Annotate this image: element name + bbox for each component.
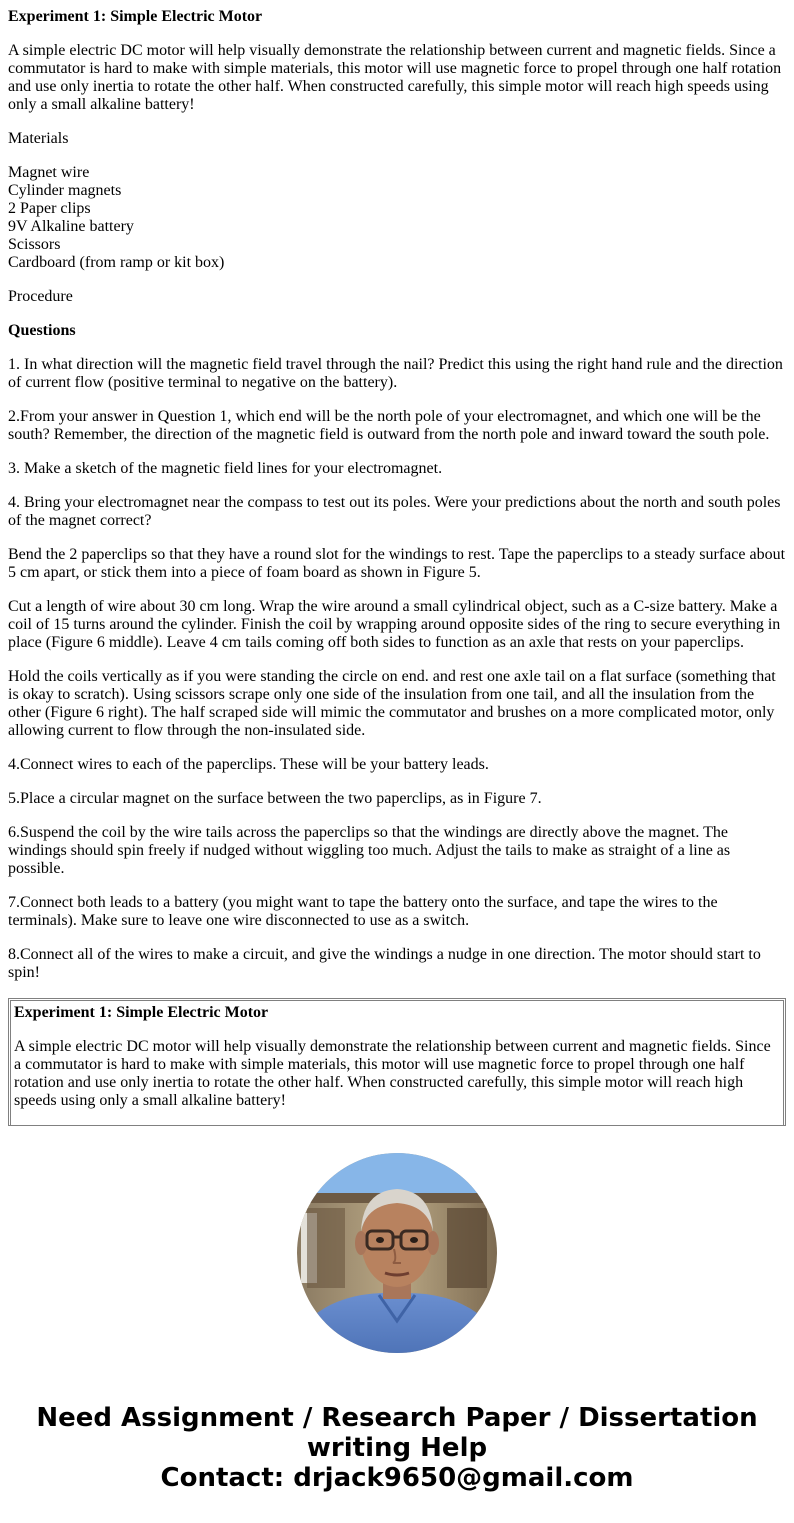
doc-paragraph: 5.Place a circular magnet on the surface between the two paperclips, as in Figure 7. [8,790,542,807]
doc-paragraph: 2.From your answer in Question 1, which end will be the north pole of your electromagnet, and which one will be the south? Remember, the direction of the magnetic field is outward from the north pole and inward toward the south pole. [8,408,770,443]
questions-heading: Questions [8,322,76,339]
promo-line: Need Assignment / Research Paper / Dissertation [36,1403,758,1433]
doc-title: Experiment 1: Simple Electric Motor [8,8,263,25]
doc-intro: A simple electric DC motor will help visually demonstrate the relationship between current and magnetic fields. Since a commutator is hard to make with simple materials, this motor will use magnetic force to propel through one half rotation and use only inertia to rotate the other half. When constructed carefully, this simple motor will reach high speeds using only a small alkaline battery! [8,42,782,113]
doc-paragraph: Bend the 2 paperclips so that they have a round slot for the windings to rest. Tape the paperclips to a steady surface about 5 cm apart, or stick them into a piece of foam board as shown in Figure 5. [8,546,786,581]
materials-item: Magnet wire [8,164,90,181]
promo-banner [0,1403,794,1493]
promo-contact: Contact: drjack9650@gmail.com [160,1463,634,1493]
doc-paragraph: 3. Make a sketch of the magnetic field lines for your electromagnet. [8,460,443,477]
doc-paragraph: Hold the coils vertically as if you were standing the circle on end. and rest one axle tail on a flat surface (something that is okay to scratch). Using scissors scrape only one side of the insulation from one tail, and all the insulation from the other (Figure 6 right). The half scraped side will mimic the commutator and brushes on a more complicated motor, only allowing current to flow through the non-insulated side. [8,668,776,739]
doc-paragraph: Cut a length of wire about 30 cm long. Wrap the wire around a small cylindrical object, such as a C-size battery. Make a coil of 15 turns around the cylinder. Finish the coil by wrapping around opposite sides of the ring to secure everything in place (Figure 6 middle). Leave 4 cm tails coming off both sides to function as an axle that rests on your paperclips. [8,598,781,651]
embedded-intro: A simple electric DC motor will help visually demonstrate the relationship between current and magnetic fields. Since a commutator is hard to make with simple materials, this motor will use magnetic force to propel through one half rotation and use only inertia to rotate the other half. When constructed carefully, this simple motor will reach high speeds using only a small alkaline battery! [14,1038,771,1109]
materials-item: Cylinder magnets [8,182,122,199]
avatar [297,1153,497,1353]
embedded-document-inner [10,1000,784,1126]
doc-paragraph: 8.Connect all of the wires to make a circuit, and give the windings a nudge in one direction. The motor should start to spin! [8,946,761,981]
promo-line: writing Help [306,1433,488,1463]
embedded-document-frame [8,998,786,1126]
materials-item: 2 Paper clips [8,200,91,217]
materials-list [8,164,786,272]
materials-item: Cardboard (from ramp or kit box) [8,254,225,271]
materials-item: Scissors [8,236,61,253]
doc-paragraph: 4.Connect wires to each of the paperclips. These will be your battery leads. [8,756,489,773]
doc-paragraph: 7.Connect both leads to a battery (you might want to tape the battery onto the surface, and tape the wires to the terminals). Make sure to leave one wire disconnected to use as a switch. [8,894,718,929]
avatar-portrait [297,1153,497,1353]
doc-paragraph: 1. In what direction will the magnetic field travel through the nail? Predict this using the right hand rule and the direction of current flow (positive terminal to negative on the battery). [8,356,783,391]
materials-item: 9V Alkaline battery [8,218,134,235]
materials-heading: Materials [8,130,69,147]
embedded-title: Experiment 1: Simple Electric Motor [14,1004,269,1021]
document-body [8,8,786,998]
doc-paragraph: 4. Bring your electromagnet near the compass to test out its poles. Were your predictions about the north and south poles of the magnet correct? [8,494,781,529]
doc-paragraph: 6.Suspend the coil by the wire tails across the paperclips so that the windings are directly above the magnet. The windings should spin freely if nudged without wiggling too much. Adjust the tails to make as straight of a line as possible. [8,824,731,877]
procedure-heading: Procedure [8,288,73,305]
